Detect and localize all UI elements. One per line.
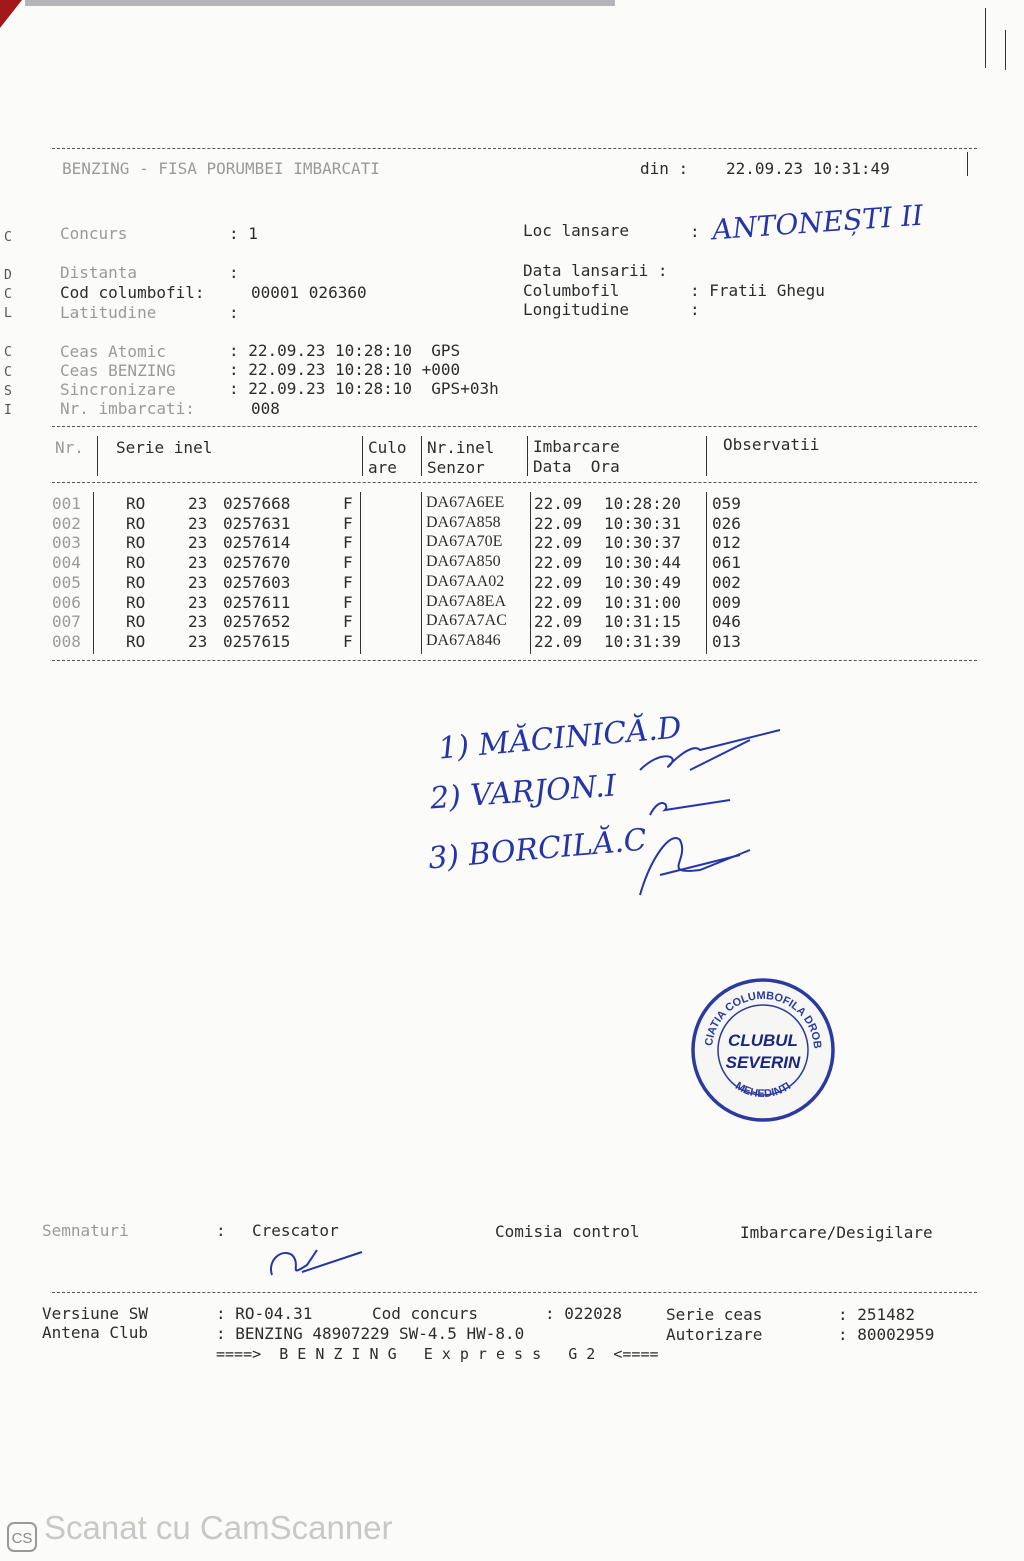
- svg-text:MEHEDINTI: MEHEDINTI: [733, 1080, 794, 1101]
- imbarcare-desigilare-label: Imbarcare/Desigilare: [740, 1223, 933, 1242]
- margin-letter: C: [4, 345, 12, 360]
- margin-letter: C: [4, 365, 12, 380]
- cell-tara: RO: [126, 513, 146, 533]
- commission-member-3: 3) BORCILĂ.C: [426, 822, 649, 877]
- cell-data: 22.09: [534, 572, 583, 592]
- cell-data: 22.09: [534, 494, 583, 513]
- cell-nr: 002: [52, 513, 81, 533]
- cell-nr: 003: [52, 533, 81, 553]
- col-observatii-header: Observatii: [723, 435, 820, 454]
- scan-mark: [1005, 30, 1006, 70]
- cell-senzor: DA67A70E: [426, 533, 503, 551]
- cell-inel: 0257615: [223, 631, 291, 651]
- sincronizare-value: : 22.09.23 10:28:10 GPS+03h: [229, 379, 499, 398]
- cell-sex: F: [343, 494, 353, 513]
- commission-member-1: 1) MĂCINICĂ.D: [436, 710, 683, 767]
- distanta-value: :: [229, 263, 239, 282]
- col-divider: [421, 492, 422, 654]
- col-nrinel-header: Nr.inel: [427, 438, 495, 457]
- cell-inel: 0257603: [223, 572, 291, 592]
- ceas-atomic-label: Ceas Atomic: [60, 342, 166, 361]
- loc-lansare-colon: :: [690, 222, 700, 241]
- cell-ora: 10:30:37: [604, 533, 682, 553]
- col-senzor-header: Senzor: [427, 458, 485, 477]
- cell-senzor: DA67A6EE: [426, 494, 505, 511]
- cell-senzor: DA67AA02: [426, 572, 505, 590]
- cell-ora: 10:30:31: [604, 513, 682, 533]
- cell-nr: 007: [52, 612, 81, 632]
- benzing-express-brand: ====> B E N Z I N G E x p r e s s G 2 <====: [216, 1345, 659, 1363]
- cell-obs: 002: [712, 572, 741, 592]
- cell-ora: 10:31:15: [604, 612, 682, 632]
- latitudine-label: Latitudine: [60, 303, 157, 322]
- commission-signatures: [630, 710, 800, 910]
- antena-club-value: : BENZING 48907229 SW-4.5 HW-8.0: [216, 1324, 525, 1343]
- col-imbarcare-header: Imbarcare: [533, 437, 620, 456]
- cell-data: 22.09: [534, 513, 583, 533]
- versiune-sw-value: : RO-04.31: [216, 1304, 313, 1323]
- col-divider: [362, 436, 363, 476]
- table-top-rule: [52, 426, 977, 427]
- cell-senzor: DA67A846: [426, 631, 501, 649]
- longitudine-label: Longitudine: [523, 300, 629, 319]
- cell-nr: 006: [52, 592, 81, 612]
- cell-tara: RO: [126, 494, 146, 513]
- imbarcati-value: 008: [251, 399, 280, 418]
- cell-ora: 10:30:44: [604, 553, 682, 573]
- concurs-value: : 1: [229, 224, 258, 243]
- crescator-label: Crescator: [252, 1221, 339, 1240]
- cell-ora: 10:31:00: [604, 592, 682, 612]
- imbarcati-label: Nr. imbarcati:: [60, 399, 195, 418]
- cell-senzor: DA67A858: [426, 513, 501, 531]
- serie-ceas-value: : 251482: [838, 1305, 916, 1324]
- concurs-label: Concurs: [60, 224, 128, 243]
- cell-an: 23: [188, 572, 208, 592]
- cell-sex: F: [343, 513, 353, 533]
- cell-senzor: DA67A8EA: [426, 592, 506, 610]
- cell-obs: 013: [712, 631, 741, 651]
- col-divider: [706, 436, 707, 476]
- autorizare-value: : 80002959: [838, 1325, 935, 1344]
- red-corner-mark: [0, 0, 22, 28]
- header-end-bar: [967, 152, 968, 176]
- ceas-benzing-label: Ceas BENZING: [60, 361, 176, 380]
- columbofil-value: : Fratii Ghegu: [690, 281, 825, 300]
- margin-letter: D: [4, 268, 12, 283]
- col-nr-header: Nr.: [55, 438, 84, 457]
- col-divider: [360, 492, 361, 654]
- cell-nr: 001: [52, 494, 81, 513]
- stamp-seal: [690, 977, 836, 1123]
- cell-sex: F: [343, 631, 353, 651]
- cell-obs: 026: [712, 513, 741, 533]
- col-divider: [527, 436, 528, 476]
- header-bottom-rule: [52, 482, 977, 483]
- versiune-sw-label: Versiune SW: [42, 1304, 148, 1323]
- cell-tara: RO: [126, 592, 146, 612]
- cell-an: 23: [188, 592, 208, 612]
- col-divider: [421, 436, 422, 476]
- cell-an: 23: [188, 612, 208, 632]
- margin-letter: C: [4, 287, 12, 302]
- cod-concurs-label: Cod concurs: [372, 1304, 478, 1323]
- cell-data: 22.09: [534, 592, 583, 612]
- cell-an: 23: [188, 494, 208, 513]
- sincronizare-label: Sincronizare: [60, 380, 176, 399]
- cell-data: 22.09: [534, 612, 583, 632]
- cell-nr: 005: [52, 572, 81, 592]
- table-bottom-rule: [52, 660, 977, 661]
- distanta-label: Distanta: [60, 263, 138, 282]
- cell-inel: 0257614: [223, 533, 291, 553]
- loc-lansare-label: Loc lansare: [523, 221, 629, 240]
- columbofil-label: Columbofil: [523, 281, 620, 300]
- serie-ceas-label: Serie ceas: [666, 1305, 763, 1324]
- cell-tara: RO: [126, 533, 146, 553]
- scan-mark: [985, 8, 986, 68]
- cell-sex: F: [343, 553, 353, 573]
- cell-inel: 0257611: [223, 592, 291, 612]
- scan-edge: [25, 0, 615, 6]
- cell-sex: F: [343, 572, 353, 592]
- cell-an: 23: [188, 553, 208, 573]
- cell-ora: 10:28:20: [604, 494, 682, 513]
- crescator-signature: [262, 1240, 372, 1285]
- cell-inel: 0257652: [223, 612, 291, 632]
- col-divider: [97, 436, 98, 476]
- cell-sex: F: [343, 533, 353, 553]
- latitudine-value: :: [229, 303, 239, 322]
- cell-obs: 059: [712, 494, 741, 513]
- data-lansarii-label: Data lansarii :: [523, 261, 668, 280]
- cell-an: 23: [188, 631, 208, 651]
- cell-ora: 10:31:39: [604, 631, 682, 651]
- cell-tara: RO: [126, 612, 146, 632]
- ceas-atomic-value: : 22.09.23 10:28:10 GPS: [229, 341, 461, 360]
- footer-top-rule: [52, 1292, 977, 1293]
- cell-inel: 0257670: [223, 553, 291, 573]
- cell-senzor: DA67A850: [426, 553, 501, 571]
- cell-senzor: DA67A7AC: [426, 612, 507, 630]
- cod-columbofil-label: Cod columbofil:: [60, 283, 205, 302]
- cell-nr: 008: [52, 631, 81, 651]
- cell-data: 22.09: [534, 553, 583, 573]
- cell-obs: 009: [712, 592, 741, 612]
- margin-letter: I: [4, 403, 12, 418]
- cell-obs: 046: [712, 612, 741, 632]
- cell-tara: RO: [126, 553, 146, 573]
- cell-sex: F: [343, 592, 353, 612]
- cell-sex: F: [343, 612, 353, 632]
- col-data-ora-header: Data Ora: [533, 457, 620, 476]
- cell-an: 23: [188, 533, 208, 553]
- antena-club-label: Antena Club: [42, 1323, 148, 1342]
- cell-obs: 012: [712, 533, 741, 553]
- cod-concurs-value: : 022028: [545, 1304, 623, 1323]
- cell-inel: 0257668: [223, 494, 291, 513]
- cell-obs: 061: [712, 553, 741, 573]
- club-stamp: [690, 977, 836, 1123]
- cell-data: 22.09: [534, 631, 583, 651]
- col-divider: [530, 492, 531, 654]
- col-divider: [706, 492, 707, 654]
- cell-ora: 10:30:49: [604, 572, 682, 592]
- cell-nr: 004: [52, 553, 81, 573]
- margin-letter: L: [4, 306, 12, 321]
- print-date: 22.09.23 10:31:49: [726, 159, 890, 178]
- col-culoare-header-2: are: [368, 458, 397, 477]
- svg-text:ASOCIATIA COLUMBOFILA DROBETA: CIATIA COLUMBOFILA DROB: [703, 989, 824, 1050]
- camscanner-watermark: Scanat cu CamScanner: [44, 1509, 393, 1546]
- ceas-benzing-value: : 22.09.23 10:28:10 +000: [229, 360, 461, 379]
- semnaturi-colon: :: [216, 1221, 226, 1240]
- cell-an: 23: [188, 513, 208, 533]
- loc-lansare-handwritten: ANTONEȘTI II: [711, 198, 925, 247]
- longitudine-value: :: [690, 300, 700, 319]
- margin-letter: S: [4, 384, 12, 399]
- camscanner-logo-icon: CS: [7, 1522, 37, 1552]
- cell-inel: 0257631: [223, 513, 291, 533]
- cell-data: 22.09: [534, 533, 583, 553]
- header-top-rule: [52, 148, 977, 149]
- margin-letter: C: [4, 230, 12, 245]
- semnaturi-label: Semnaturi: [42, 1221, 129, 1240]
- document-title: BENZING - FISA PORUMBEI IMBARCATI: [62, 159, 380, 178]
- comisia-control-label: Comisia control: [495, 1222, 640, 1241]
- svg-text:CLUBUL: CLUBUL: [728, 1031, 798, 1050]
- col-divider: [93, 492, 94, 654]
- cell-tara: RO: [126, 572, 146, 592]
- commission-member-2: 2) VARJON.I: [429, 768, 618, 817]
- autorizare-label: Autorizare: [666, 1325, 763, 1344]
- svg-text:SEVERIN: SEVERIN: [725, 1053, 801, 1072]
- cell-tara: RO: [126, 631, 146, 651]
- cod-columbofil-value: 00001 026360: [251, 283, 367, 302]
- col-serie-header: Serie inel: [116, 438, 213, 457]
- col-culoare-header: Culo: [368, 438, 407, 457]
- date-label: din :: [640, 159, 689, 178]
